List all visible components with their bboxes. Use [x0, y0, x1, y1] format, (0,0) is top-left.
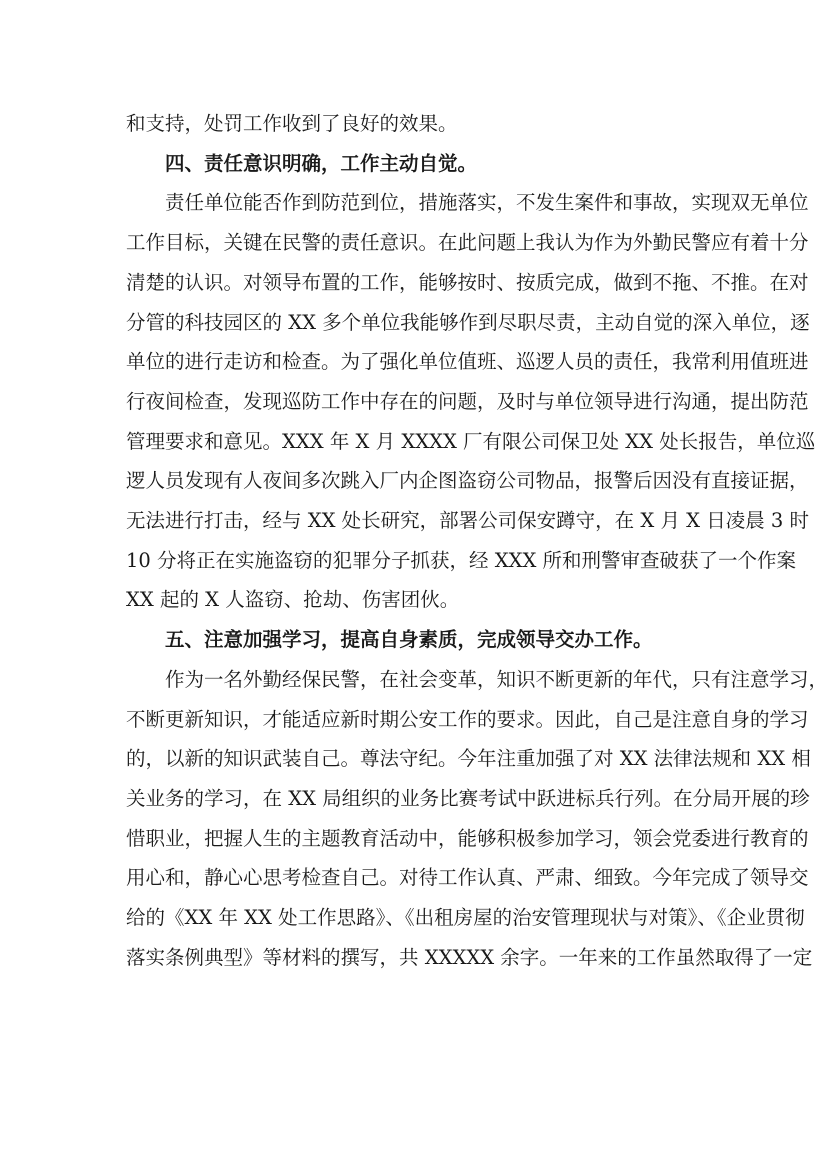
- paragraph-line: 逻人员发现有人夜间多次跳入厂内企图盗窃公司物品，报警后因没有直接证据，: [126, 469, 809, 493]
- paragraph-line: 行夜间检查，发现巡防工作中存在的问题，及时与单位领导进行沟通，提出防范: [126, 389, 809, 413]
- paragraph-line: 落实条例典型》等材料的撰写，共 XXXXX 余字。一年来的工作虽然取得了一定: [126, 945, 813, 969]
- paragraph-line: 无法进行打击，经与 XX 处长研究，部署公司保安蹲守，在 X 月 X 日凌晨 3 时: [126, 509, 810, 532]
- paragraph-line: 管理要求和意见。XXX 年 X 月 XXXX 厂有限公司保卫处 XX 处长报告，单位巡: [126, 429, 816, 453]
- section-heading: 五、注意加强学习，提高自身素质，完成领导交办工作。: [165, 628, 653, 652]
- paragraph-line: 的，以新的知识武装自己。尊法守纪。今年注重加强了对 XX 法律法规和 XX 相: [126, 747, 811, 771]
- paragraph-line: 用心和，静心心思考检查自己。对待工作认真、严肃、细致。今年完成了领导交: [126, 866, 809, 890]
- paragraph-line: 作为一名外勤经保民警，在社会变革，知识不断更新的年代，只有注意学习，: [165, 667, 829, 691]
- paragraph-line: 惜职业，把握人生的主题教育活动中，能够积极参加学习，领会党委进行教育的: [126, 826, 809, 850]
- paragraph-line: 责任单位能否作到防范到位，措施落实，不发生案件和事故，实现双无单位: [165, 191, 809, 215]
- paragraph-line: XX 起的 X 人盗窃、抢劫、伤害团伙。: [126, 588, 460, 612]
- paragraph-line: 单位的进行走访和检查。为了强化单位值班、巡逻人员的责任，我常利用值班进: [126, 350, 809, 374]
- paragraph-line: 分管的科技园区的 XX 多个单位我能够作到尽职尽责，主动自觉的深入单位，逐: [126, 310, 810, 334]
- paragraph-line: 工作目标，关键在民警的责任意识。在此问题上我认为作为外勤民警应有着十分: [126, 231, 809, 255]
- paragraph-line: 关业务的学习，在 XX 局组织的业务比赛考试中跃进标兵行列。在分局开展的珍: [126, 786, 810, 810]
- paragraph-line: 清楚的认识。对领导布置的工作，能够按时、按质完成，做到不拖、不推。在对: [126, 270, 809, 294]
- paragraph-line: 和支持，处罚工作收到了良好的效果。: [126, 112, 458, 135]
- section-heading: 四、责任意识明确，工作主动自觉。: [165, 151, 478, 175]
- paragraph-line: 10 分将正在实施盗窃的犯罪分子抓获，经 XXX 所和刑警审查破获了一个作案: [126, 548, 797, 572]
- paragraph-line: 给的《XX 年 XX 处工作思路》、《出租房屋的治安管理现状与对策》、《企业贯彻: [126, 906, 805, 929]
- paragraph-line: 不断更新知识，才能适应新时期公安工作的要求。因此，自己是注意自身的学习: [126, 707, 809, 731]
